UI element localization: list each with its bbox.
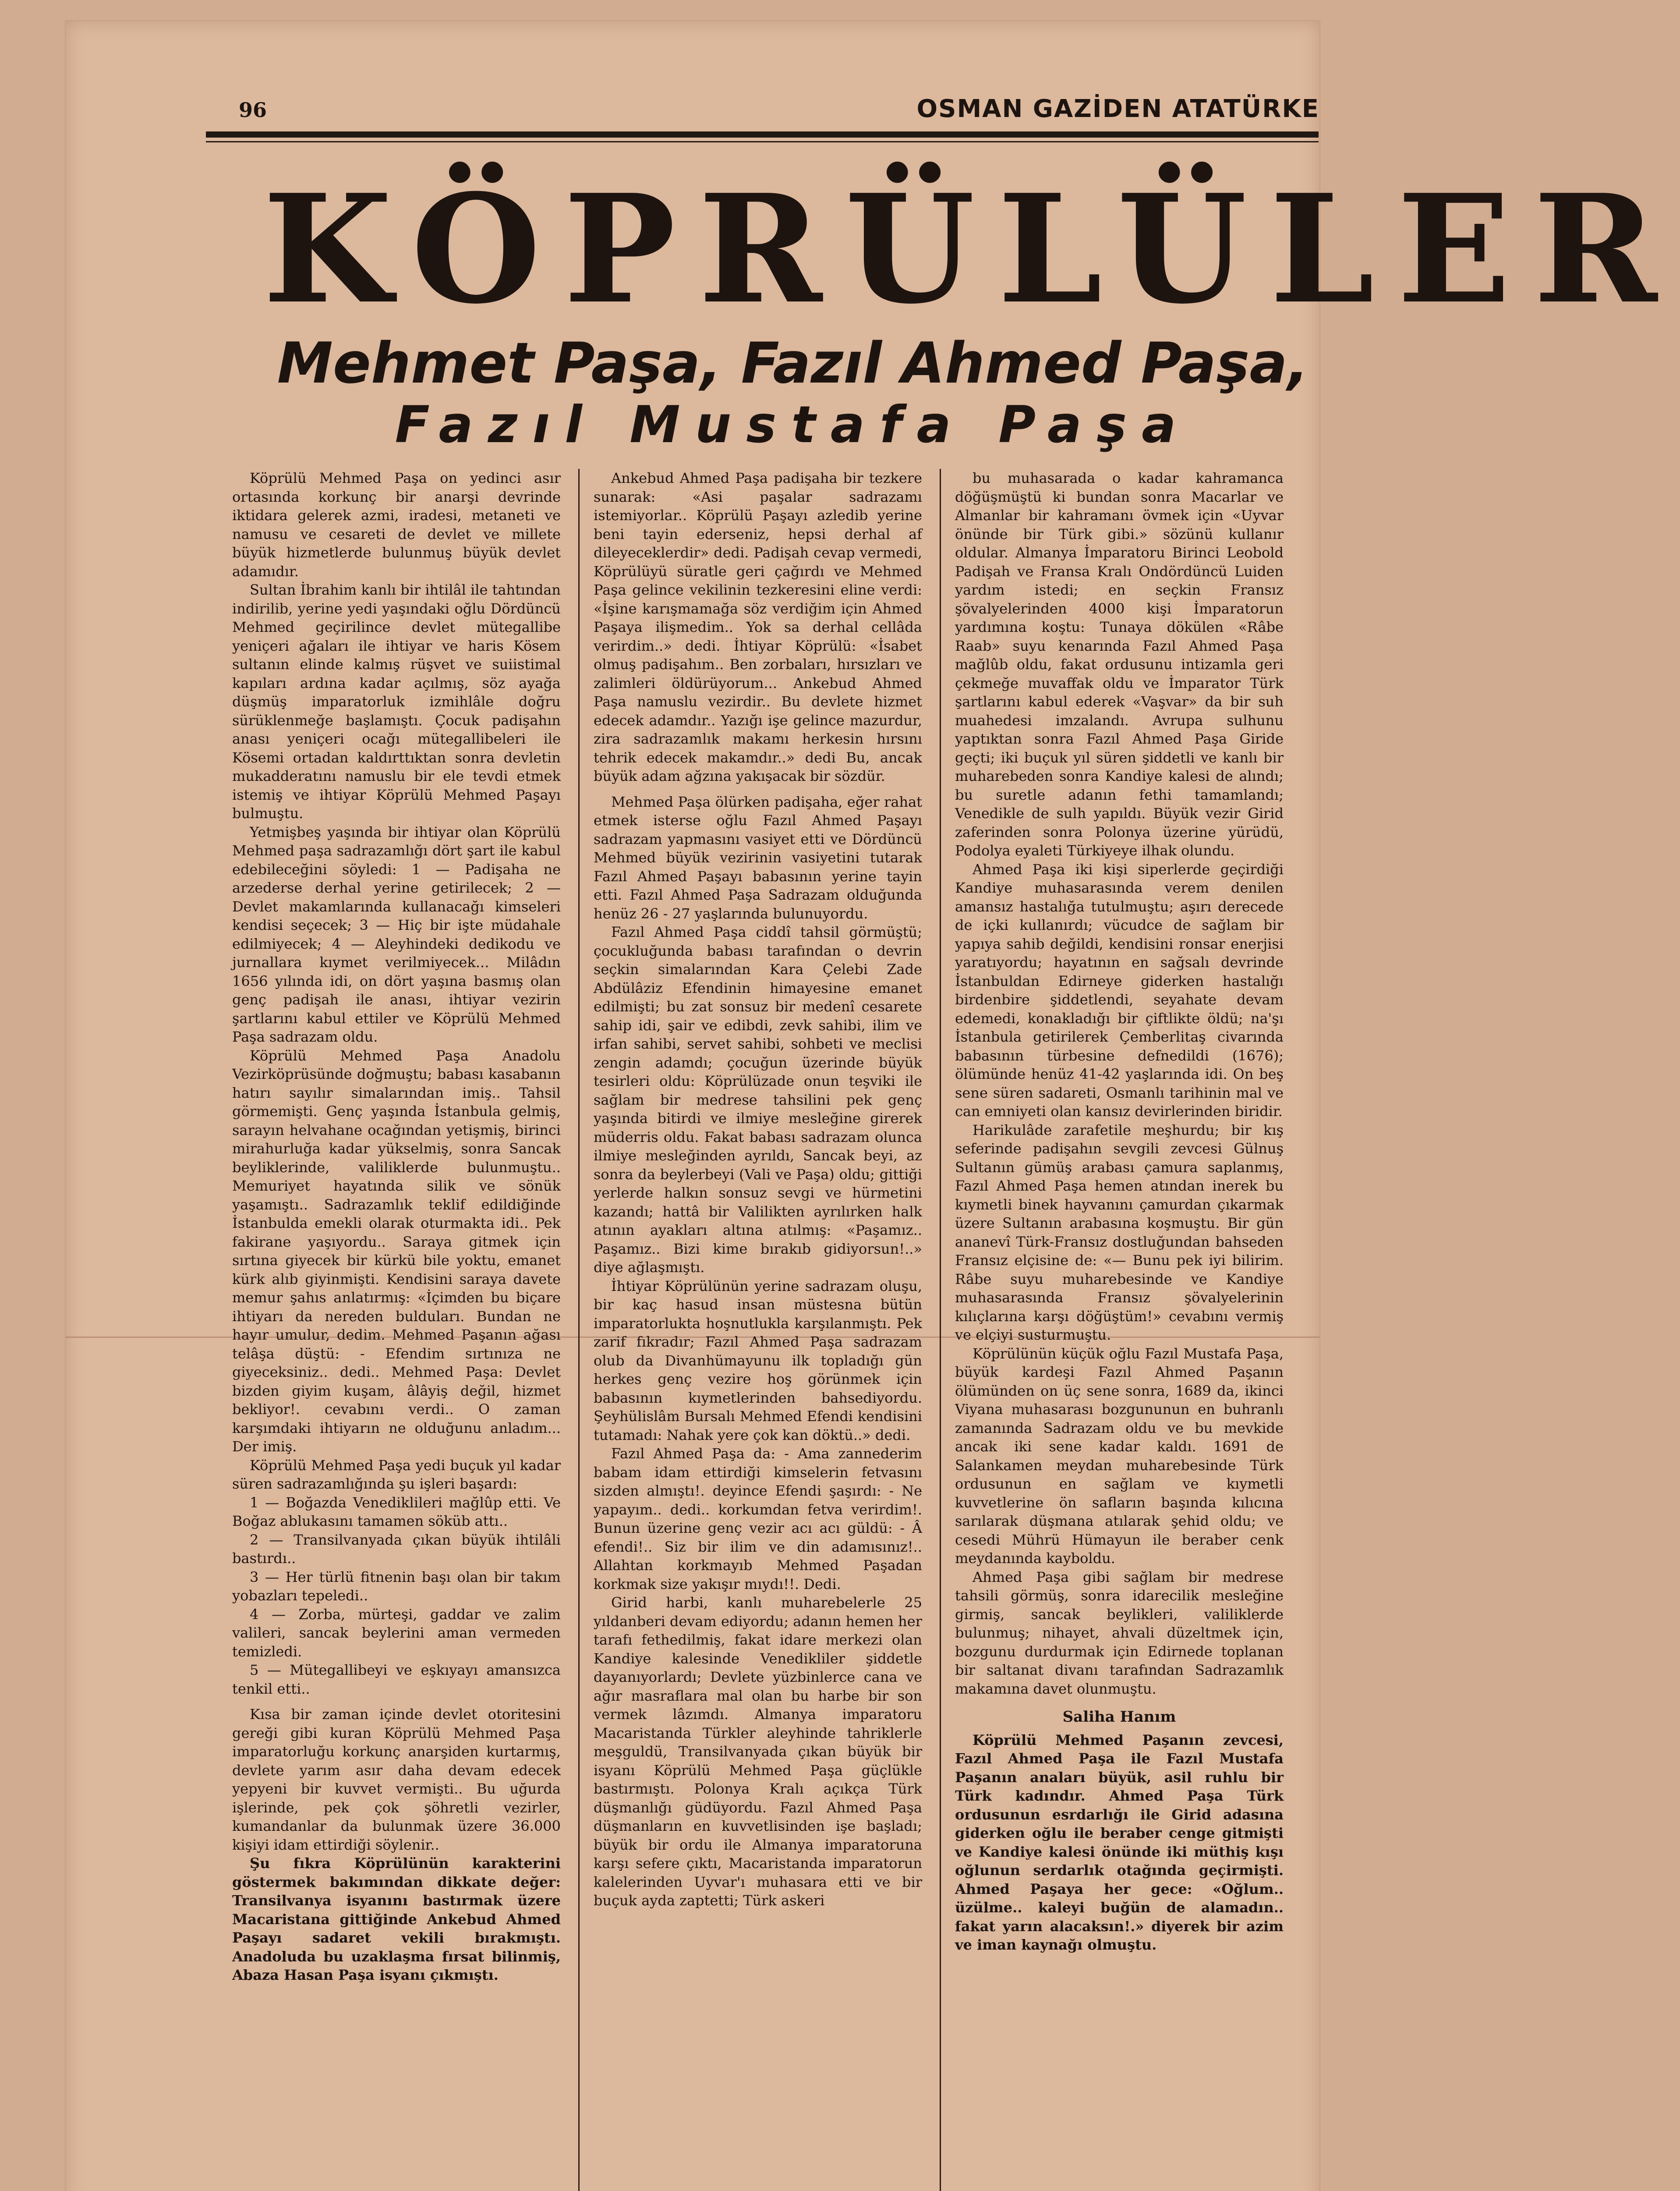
paragraph: Girid harbi, kanlı muharebelerle 25 yıldanberi devam ediyordu; adanın hemen her tarafı fethedilmiş, fakat idare merkezi olan Kandiye kalesinde Venedikliler şiddetle dayanıyorlardı; Devlete yüzbinlerce cana ve ağır masraflara mal olan bu harbe bir son vermek lâzımdı. Almanya imparatoru Macaristanda Türkler aleyhinde tahriklerle meşguldü, Transilvanyada çıkan büyük bir isyanı Köprülü Mehmed Paşa güçlükle bastırmıştı. Polonya Kralı açıkça Türk düşmanlığı güdüyordu. Fazıl Ahmed Paşa düşmanların en kuvvetlisinden işe başladı; büyük bir ordu ile Almanya imparatoruna karşı sefere çıktı, Macaristanda imparatorun kalelerinden Uyvar'ı muhasara etti ve bir buçuk ayda zaptetti; Türk askeri — [594, 1594, 922, 1909]
list-item: 1 — Boğazda Venediklileri mağlûp etti. Ve Boğaz ablukasını tamamen söküb attı.. — [232, 1494, 561, 1529]
article-subtitle-line1: Mehmet Paşa, Fazıl Ahmed Paşa, — [277, 331, 1309, 396]
paragraph: Kısa bir zaman içinde devlet otoritesini gereği gibi kuran Köprülü Mehmed Paşa imparatorluğu korkunç anarşiden kurtarmış, devlete yarım asır daha devam edecek yepyeni bir kuvvet vermişti.. Bu uğurda işlerinde, pek çok şöhretli vezirler, kumandanlar da bulunmak üzere 36.000 kişiyi idam ettirdiği söylenir.. — [232, 1706, 561, 1853]
paragraph: Sultan İbrahim kanlı bir ihtilâl ile tahtından indirilib, yerine yedi yaşındaki oğlu Dördüncü Mehmed geçirilince devlet mütegallibe yeniçeri ağaları ile ihtiyar ve haris Kösem sultanın elinde kalmış rüşvet ve suiistimal kapıları ardına kadar açılmış, söz ayağa düşmüş imparatorluk izmihlâle doğru sürüklenmeğe başlamıştı. Çocuk padişahın anası yeniçeri ocağı mütegallibeleri ile Kösemi ortadan kaldırttıktan sonra devletin mukadderatını namuslu bir ele tevdi etmek istemiş ve ihtiyar Köprülü Mehmed Paşayı bulmuştu. — [232, 581, 561, 822]
paragraph: Harikulâde zarafetile meşhurdu; bir kış seferinde padişahın sevgili zevcesi Gülnuş Sultanın gümüş arabası çamura saplanmış, Fazıl Ahmed Paşa hemen atından inerek bu kıymetli binek hayvanını çamurdan çıkarmak üzere Sultanın arabasına koşmuştu. Bir gün ananevî Türk-Fransız dostluğundan bahseden Fransız elçisine de: «— Bunu pek iyi bilirim. Râbe suyu muharebesinde ve Kandiye muhasarasında Fransız şövalyelerinin kılıçlarına karşı döğüştüm!» cevabını vermiş ve elçiyi susturmuştu. — [955, 1121, 1284, 1343]
paragraph: İhtiyar Köprülünün yerine sadrazam oluşu, bir kaç hasud insan müstesna bütün imparatorlukta hoşnutlukla karşılanmıştı. Pek zarif fıkradır; Fazıl Ahmed Paşa sadrazam olub da Divanhümayunu ilk topladığı gün herkes genç vezire hoş görünmek için babasının kıymetlerinden bahsediyordu. Şeyhülislâm Bursalı Mehmed Efendi kendisini tutamadı: Nahak yere çok kan döktü..» dedi. — [594, 1277, 922, 1443]
column-rule-1 — [578, 469, 580, 2191]
article-title: KÖPRÜLÜLER — [263, 162, 1680, 337]
text-column-3 — [955, 469, 1284, 2191]
list-item: 3 — Her türlü fitnenin başı olan bir takım yobazları tepeledi.. — [232, 1568, 561, 1604]
header-rule — [206, 131, 1319, 138]
paragraph: Köprülü Mehmed Paşa on yedinci asır ortasında korkunç bir anarşi devrinde iktidara gelerek azmi, iradesi, metaneti ve namusu ve cesareti de devlet ve millete büyük hizmetlerde bulunmuş büyük devlet adamıdır. — [232, 470, 561, 580]
list-item: 5 — Mütegallibeyi ve eşkıyayı amansızca tenkil etti.. — [232, 1662, 561, 1697]
list-item: 2 — Transilvanyada çıkan büyük ihtilâli bastırdı.. — [232, 1531, 561, 1567]
paragraph: Ankebud Ahmed Paşa padişaha bir tezkere sunarak: «Asi paşalar sadrazamı istemiyorlar.. Köprülü Paşayı azledib yerine beni tayin ederseniz, hepsi derhal af dileyeceklerdir» dedi. Padişah cevap vermedi, Köprülüyü süratle geri çağırdı ve Mehmed Paşa gelince vekilinin tezkeresini eline verdi: «İşine karışmamağa söz verdiğim için Ahmed Paşaya ilişmedim.. Yok sa derhal cellâda verirdim..» dedi. İhtiyar Köprülü: «İsabet olmuş padişahım.. Ben zorbaları, hırsızları ve zalimleri öldürüyorum... Ankebud Ahmed Paşa namuslu vezirdir.. Bu devlete hizmet edecek adamdır.. Yazığı işe gelince mazurdur, zira sadrazamlık makamı herkesin hırsını tehrik edecek makamdır..» dedi Bu, ancak büyük adam ağzına yakışacak bir sözdür. — [594, 470, 922, 784]
header-rule-thin — [206, 141, 1319, 142]
paragraph: Yetmişbeş yaşında bir ihtiyar olan Köprülü Mehmed paşa sadrazamlığı dört şart ile kabul edebileceğini söyledi: 1 — Padişaha ne arzederse derhal yerine getirilecek; 2 — Devlet makamlarında kullanacağı kimseleri kendisi seçecek; 3 — Hiç bir işte müdahale edilmiyecek; 4 — Aleyhindeki dedikodu ve jurnallara kıymet verilmiyecek... Milâdın 1656 yılında idi, on dört yaşına basmış olan genç padişah ile anası, ihtiyar vezirin şartlarını kabul ettiler ve Köprülü Mehmed Paşa sadrazam oldu. — [232, 823, 561, 1045]
column-rule-2 — [940, 469, 941, 2191]
paragraph: Köprülü Mehmed Paşa yedi buçuk yıl kadar süren sadrazamlığında şu işleri başardı: — [232, 1457, 561, 1492]
text-column-1 — [232, 469, 561, 2191]
text-column-2 — [594, 469, 922, 2191]
article-subtitle-line2: Fazıl Mustafa Paşa — [395, 395, 1191, 454]
paragraph: Fazıl Ahmed Paşa ciddî tahsil görmüştü; çocukluğunda babası tarafından o devrin seçkin simalarından Kara Çelebi Zade Abdülâziz Efendinin himayesine emanet edilmişti; bu zat sonsuz bir medenî cesarete sahip idi, şair ve edibdi, zevk sahibi, ilim ve irfan sahibi, servet sahibi, sohbeti ve meclisi zengin adamdı; çocuğun üzerinde büyük tesirleri oldu: Köprülüzade onun teşviki ile sağlam bir medrese tahsilini pek genç yaşında bitirdi ve ilmiye mesleğine girerek müderris oldu. Fakat babası sadrazam olunca ilmiye mesleğinden ayrıldı, Sancak beyi, az sonra da beylerbeyi (Vali ve Paşa) oldu; gittiği yerlerde halkın sonsuz sevgi ve hürmetini kazandı; hattâ bir Valilikten ayrılırken halk atının ayakları altına atılmış: «Paşamız.. Paşamız.. Bizi kime bırakıb gidiyorsun!..» diye ağlaşmıştı. — [594, 924, 922, 1276]
paragraph: Köprülünün küçük oğlu Fazıl Mustafa Paşa, büyük kardeşi Fazıl Ahmed Paşanın ölümünden on üç sene sonra, 1689 da, ikinci Viyana muhasarası bozgununun en buhranlı zamanında Sadrazam oldu ve bu mevkide ancak iki sene kadar kaldı. 1691 de Salankamen meydan muharebesinde Türk ordusunun en sağlam ve kıymetli kuvvetlerine ön safların başında kılıcına sarılarak düşmana atılarak şehid oldu; ve cesedi Mührü Hümayun ile beraber cenk meydanında kayboldu. — [955, 1345, 1284, 1567]
paragraph: Şu fıkra Köprülünün karakterini göstermek bakımından dikkate değer: Transilvanya isyanını bastırmak üzere Macaristana gittiğinde Ankebud Ahmed Paşayı sadaret vekili bırakmıştı. Anadoluda bu uzaklaşma fırsat bilinmiş, Abaza Hasan Paşa isyanı çıkmıştı. — [232, 1855, 561, 1983]
list-item: 4 — Zorba, mürteşi, gaddar ve zalim valileri, sancak beylerini aman vermeden temizledi. — [232, 1606, 561, 1660]
paragraph: Köprülü Mehmed Paşa Anadolu Vezirköprüsünde doğmuştu; babası kasabanın hatırı sayılır simalarından imiş.. Tahsil görmemişti. Genç yaşında İstanbula gelmiş, sarayın helvahane ocağından yetişmiş, birinci mirahurluğa kadar yükselmiş, sonra Sancak beyliklerinde, valiliklerde bulunmuştu.. Memuriyet hayatında silik ve sönük yaşamıştı.. Sadrazamlık teklif edildiğinde İstanbulda emekli olarak oturmakta idi.. Pek fakirane yaşıyordu.. Saraya gitmek için sırtına giyecek bir kürkü bile yoktu, emanet kürk alıb giyinmişti. Kendisini saraya davete memur şahıs anlatırmış: «İçimden bu biçare ihtiyarı da nereden bulduları. Bundan ne hayır umulur, dedim. Mehmed Paşanın ağası telâşa düştü: - Efendim sırtınıza ne giyeceksiniz.. dedi.. Mehmed Paşa: Devlet bizden giyim kuşam, âlâyiş değil, hizmet bekliyor!. cevabını verdi.. O zaman karşımdaki ihtiyarın ne olduğunu anladım... Der imiş. — [232, 1047, 561, 1455]
paragraph: Mehmed Paşa ölürken padişaha, eğer rahat etmek isterse oğlu Fazıl Ahmed Paşayı sadrazam yapmasını vasiyet etti ve Dördüncü Mehmed büyük vezirinin vasiyetini tutarak Fazıl Ahmed Paşayı babasının yerine tayin etti. Fazıl Ahmed Paşa Sadrazam olduğunda henüz 26 - 27 yaşlarında bulunuyordu. — [594, 793, 922, 922]
paragraph: Fazıl Ahmed Paşa da: - Ama zannederim babam idam ettirdiği kimselerin fetvasını sizden almıştı!. deyince Efendi şaşırdı: - Ne yapayım.. dedi.. korkumdan fetva verirdim!. Bunun üzerine genç vezir acı acı güldü: - Â efendi!.. Siz bir ilim ve din adamısınız!.. Allahtan korkmayıb Mehmed Paşadan korkmak size yakışır mıydı!!. Dedi. — [594, 1445, 922, 1592]
paragraph: Köprülü Mehmed Paşanın zevcesi, Fazıl Ahmed Paşa ile Fazıl Mustafa Paşanın anaları büyük, asil ruhlu bir Türk kadındır. Ahmed Paşa Türk ordusunun esrdarlığı ile Girid adasına giderken oğlu ile beraber cenge gitmişti ve Kandiye kalesi önünde iki müthiş kışı oğlunun serdarlık otağında geçirmişti. Ahmed Paşaya her gece: «Oğlum.. üzülme.. kaleyi buğün de alamadın.. fakat yarın alacaksın!.» diyerek bir azim ve iman kaynağı olmuştu. — [955, 1731, 1284, 1953]
page-number: 96 — [239, 98, 267, 122]
running-head: OSMAN GAZİDEN ATATÜRKE — [916, 95, 1319, 123]
paragraph: Ahmed Paşa gibi sağlam bir medrese tahsili görmüş, sonra idarecilik mesleğine girmiş, sancak beylikleri, valiliklerde bulunmuş; nihayet, ahvali düzeltmek için, bozgunu durdurmak için Edirnede toplanan bir saltanat divanı tarafından Sadrazamlık makamına davet olunmuştu. — [955, 1568, 1284, 1697]
paragraph: bu muhasarada o kadar kahramanca döğüşmüştü ki bundan sonra Macarlar ve Almanlar bir kahramanı övmek için «Uyvar önünde bir Türk gibi.» sözünü kullanır oldular. Almanya İmparatoru Birinci Leobold Padişah ve Fransa Kralı Ondördüncü Luiden yardım istedi; en seçkin Fransız şövalyelerinden 4000 kişi İmparatorun yardımına koştu: Tunaya dökülen «Râbe Raab» suyu kenarında Fazıl Ahmed Paşa mağlûb oldu, fakat ordusunu intizamla geri çekmeğe muvaffak oldu ve İmparator Türk şartlarını kabul ederek «Vaşvar» da bir suh muahedesi imzalandı. Avrupa sulhunu yaptıktan sonra Fazıl Ahmed Paşa Giride geçti; iki buçuk yıl süren şiddetli ve kanlı bir muharebeden sonra Kandiye kalesi de alındı; bu suretle adanın fethi tamamlandı; Venedikle de sulh yapıldı. Büyük vezir Girid zaferinden sonra Polonya üzerine yürüdü, Podolya eyaleti Türkiyeye ilhak olundu. — [955, 470, 1284, 859]
paragraph: Ahmed Paşa iki kişi siperlerde geçirdiği Kandiye muhasarasında verem denilen amansız hastalığa tutulmuştu; aşırı derecede de içki kullanırdı; vücudce de sağlam bir yapıya sahib değildi, kendisini ronsar enerjisi yaratıyordu; hayatının en sağsalı devrinde İstanbuldan Edirneye giderken hastalığı birdenbire şiddetlendi, seyahate devam edemedi, konakladığı bir çiftlikte öldü; na'şı İstanbula getirilerek Çemberlitaş civarında babasının türbesine defnedildi (1676); ölümünde henüz 41-42 yaşlarında idi. On beş sene süren sadareti, Osmanlı tarihinin mal ve can emniyeti olan kansız devirlerinden biridir. — [955, 861, 1284, 1120]
section-subhead: Saliha Hanım — [1062, 1708, 1176, 1726]
